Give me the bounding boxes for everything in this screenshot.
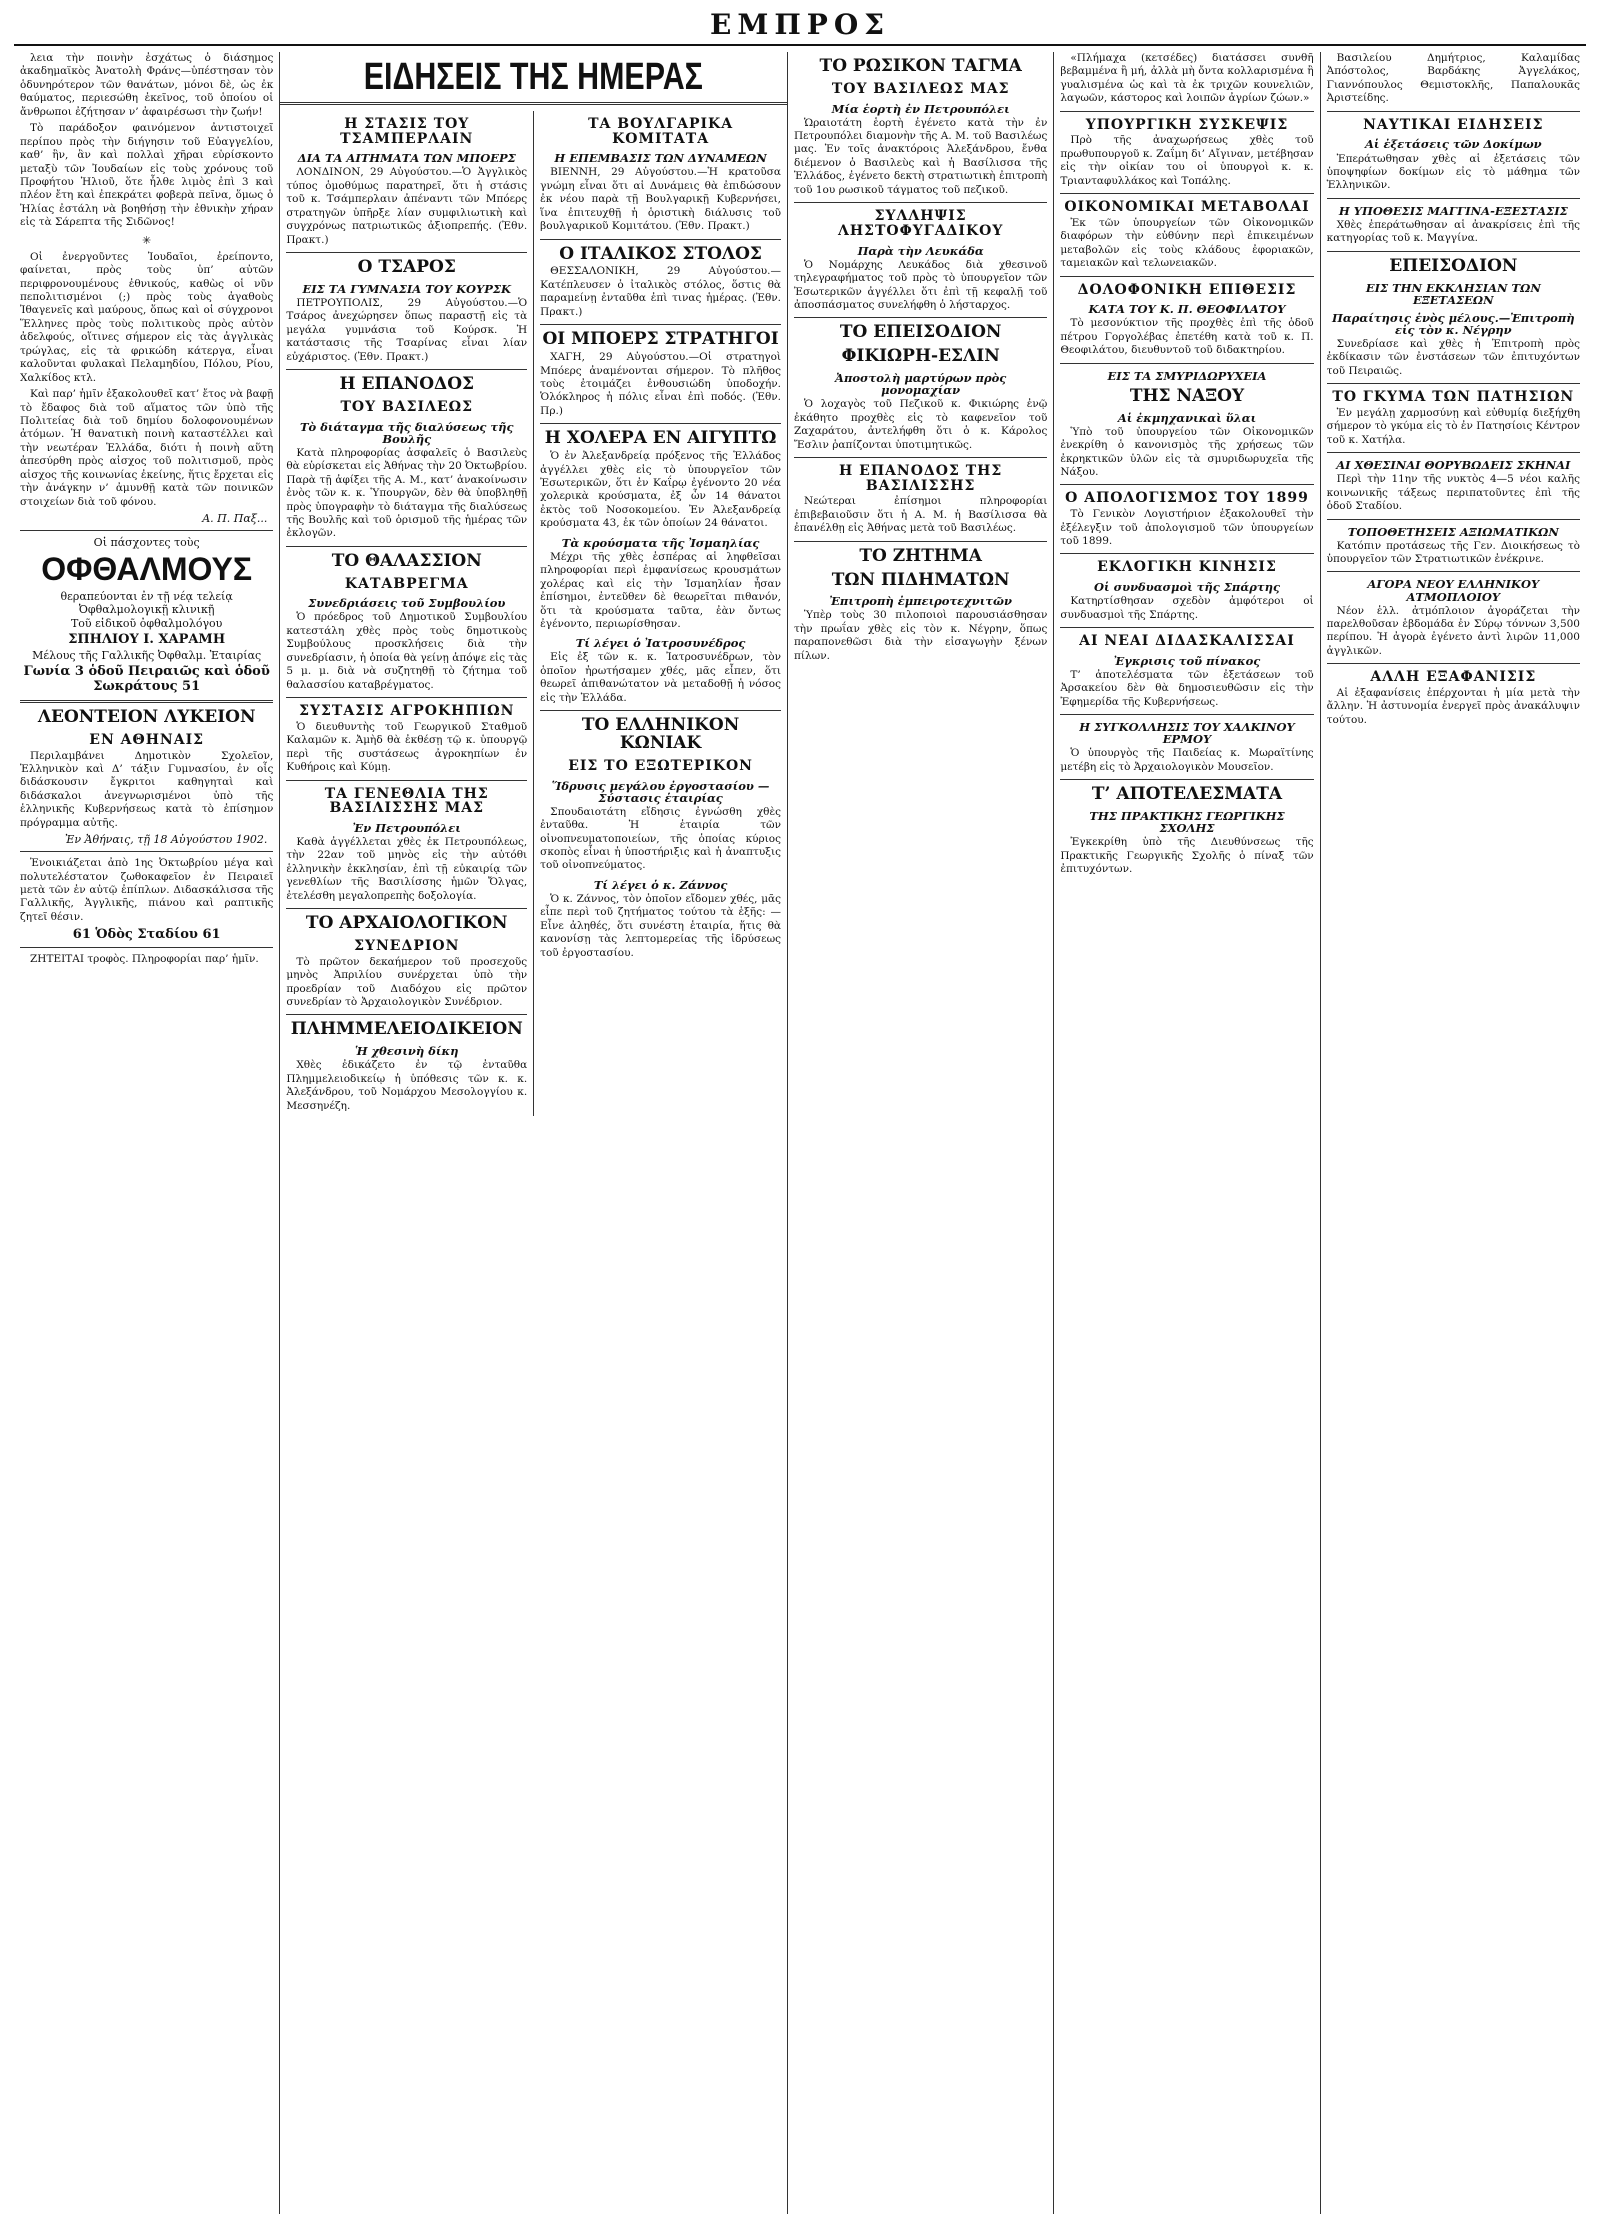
- ad-line: Μέλους τῆς Γαλλικῆς Ὀφθαλμ. Ἑταιρίας: [32, 649, 262, 662]
- ad-line: Τοῦ εἰδικοῦ ὀφθαλμολόγου: [70, 617, 223, 630]
- article-text: Τὸ μεσονύκτιον τῆς προχθὲς ἐπὶ τῆς ὁδοῦ πέτρου Γοργολέβας ἐπετέθη κατὰ τοῦ κ. Π. Θεοφιλάτου, διευθυντοῦ τοῦ διδακτηρίου.: [1060, 317, 1314, 357]
- divider: [1327, 251, 1580, 252]
- subheadline: Παραίτησις ἑνὸς μέλους.—Ἐπιτροπὴ εἰς τὸν κ. Νέγρην: [1332, 310, 1575, 337]
- subheadline: Η ΣΥΓΚΟΛΛΗΣΙΣ ΤΟΥ ΧΑΛΚΙΝΟΥ ΕΡΜΟΥ: [1079, 720, 1295, 747]
- article-text: Περιλαμβάνει Δημοτικὸν Σχολεῖον, Ἑλληνικὸν καὶ Δ’ τάξιν Γυμνασίου, ἐν οἷς διδάσκουσιν ἔγκριτοι καθηγηταὶ καὶ διδάσκαλοι ἀνεγνωρισμένοι ὑπὸ τῆς ἑλληνικῆς Κυβερνήσεως κατὰ τὸ ἐπίσημον πρόγραμμα αὐτῆς.: [20, 749, 274, 829]
- divider: [286, 252, 527, 253]
- divider: [286, 369, 527, 370]
- divider: [1327, 519, 1580, 520]
- column-4: [788, 52, 1054, 2214]
- subheadline: Η ΕΠΕΜΒΑΣΙΣ ΤΩΝ ΔΥΝΑΜΕΩΝ: [554, 151, 767, 166]
- divider: [1327, 111, 1580, 112]
- ad-line: θεραπεύονται ἐν τῇ νέᾳ τελείᾳ Ὀφθαλμολογικῇ κλινικῇ: [60, 590, 233, 616]
- divider: [540, 239, 781, 240]
- headline: Ο ΑΠΟΛΟΓΙΣΜΟΣ ΤΟΥ 1899: [1065, 490, 1309, 507]
- ad-heading: Οἱ πάσχοντες τοὺς: [93, 536, 200, 549]
- headline: ΤΟΥ ΒΑΣΙΛΕΩΣ: [340, 399, 474, 415]
- divider: [20, 530, 273, 531]
- subheadline: Ἀποστολὴ μαρτύρων πρὸς μονομαχίαν: [835, 371, 1007, 398]
- signature: Α. Π. Παξ...: [202, 512, 268, 525]
- article-text: Εἰς ἐξ τῶν κ. κ. Ἰατροσυνέδρων, τὸν ὁποῖον ἠρωτήσαμεν χθές, μᾶς εἶπεν, ὅτι θεωρεῖ ἀπιθανώτατον νὰ μεταδοθῇ ἡ νόσος εἰς τὴν Ἑλλάδα.: [540, 651, 782, 704]
- divider: [1327, 383, 1580, 384]
- headline: ΟΙΚΟΝΟΜΙΚΑΙ ΜΕΤΑΒΟΛΑΙ: [1064, 199, 1310, 216]
- divider: [286, 546, 527, 547]
- article-text: Ὁ ὑπουργὸς τῆς Παιδείας κ. Μωραϊτίνης μετέβη εἰς τὸ Ἀρχαιολογικὸν Μουσεῖον.: [1060, 747, 1314, 773]
- subheadline: Ἵδρυσις μεγάλου ἐργοστασίου —Σύστασις ἑταιρίας: [551, 778, 770, 805]
- headline: ΣΥΛΛΗΨΙΣ ΛΗΣΤΟΦΥΓΑΔΙΚΟΥ: [837, 208, 1004, 239]
- headline: Η ΣΤΑΣΙΣ ΤΟΥ ΤΣΑΜΠΕΡΛΑΙΝ: [340, 116, 474, 147]
- headline: ΤΟ ΑΡΧΑΙΟΛΟΓΙΚΟΝ: [305, 913, 508, 934]
- divider: [20, 947, 273, 948]
- subheadline: Συνεδριάσεις τοῦ Συμβουλίου: [308, 596, 506, 611]
- divider-asterisk: ✳: [142, 233, 152, 247]
- columns: [14, 52, 1586, 2214]
- article-text: ΧΑΓΗ, 29 Αὐγούστου.—Οἱ στρατηγοὶ Μπόερς ἀναμένονται σήμερον. Τὸ πλῆθος τοὺς ἐτοιμάζει ἐνθουσιώδη ὑποδοχήν. Ὁλόκληρος ἡ πόλις εἶναι ἐπὶ ποδός. (Ἐθν. Πρ.): [540, 351, 782, 417]
- headline: ΤΩΝ ΠΙΔΗΜΑΤΩΝ: [831, 569, 1010, 590]
- headline: ΕΙΣ ΤΟ ΕΞΩΤΕΡΙΚΟΝ: [568, 757, 753, 774]
- column-2-3-body: [280, 111, 787, 1116]
- subheadline: Παρὰ τὴν Λευκάδα: [857, 243, 984, 258]
- article-text: ΠΕΤΡΟΥΠΟΛΙΣ, 29 Αὐγούστου.—Ὁ Τσάρος ἀνεχώρησεν ὅπως παραστῇ εἰς τὰ μεγάλα γυμνάσια τοῦ Κούρσκ. Ἡ κατάστασις τῆς Τσαρίνας εἶναι λίαν εὐχάριστος. (Ἐθν. Πρακτ.): [286, 296, 528, 363]
- divider: [794, 541, 1047, 542]
- headline: ΠΛΗΜΜΕΛΕΙΟΔΙΚΕΙΟΝ: [290, 1019, 523, 1040]
- article-text: Ὁ κ. Ζάννος, τὸν ὁποῖον εἴδομεν χθές, μᾶς εἶπε περὶ τοῦ ζητήματος τούτου τὰ ἑξῆς: —Εἶνε ἀληθές, ὅτι συνέστη ἑταιρία, ἥτις θὰ κανονίσῃ τὰς λεπτομερείας τῆς ἱδρύσεως τοῦ ἐργοστασίου.: [540, 892, 782, 959]
- article-text: Νέον ἑλλ. ἀτμόπλοιον ἀγοράζεται τὴν παρελθοῦσαν ἑβδομάδα ἐν Σύρῳ τόννων 3,500 περίπου. Ἡ ἀγορὰ ἐγένετο ἀντὶ λιρῶν 11,000 ἀγγλικῶν.: [1326, 604, 1580, 657]
- headline: ΤΟ ΘΑΛΑΣΣΙΟΝ: [331, 550, 482, 571]
- article-text: Χθὲς ἐδικάζετο ἐν τῷ ἐνταῦθα Πλημμελειοδικείῳ ἡ ὑπόθεσις τῶν κ. κ. Ἀλεξάνδρου, τοῦ Νομάρχου Μεσολογγίου κ. Μεσσηνέζη.: [286, 1059, 528, 1112]
- subheadline: Η ΥΠΟΘΕΣΙΣ ΜΑΓΓΙΝΑ-ΕΞΕΣΤΑΣΙΣ: [1338, 203, 1568, 218]
- article-text: Ὑπὲρ τοὺς 30 πιλοποιοὶ παρουσιάσθησαν τὴν πρωΐαν χθὲς εἰς τὸν κ. Νέγρην, ὅπως παραπονεθῶσι διὰ τὴν εἰσαγωγὴν ξένων πίλων.: [794, 609, 1048, 662]
- article-text: Κατόπιν προτάσεως τῆς Γεν. Διοικήσεως τὸ ὑπουργεῖον τῶν Στρατιωτικῶν ἐνέκρινε.: [1326, 539, 1580, 566]
- article-text: Τὸ Γενικὸν Λογιστήριον ἐξακολουθεῖ τὴν ἐξέλεγξιν τοῦ ἀπολογισμοῦ τῶν ὑπουργείων τοῦ 1899.: [1060, 508, 1314, 547]
- subheadline: ΤΗΣ ΠΡΑΚΤΙΚΗΣ ΓΕΩΡΓΙΚΗΣ ΣΧΟΛΗΣ: [1089, 808, 1285, 835]
- divider: [20, 700, 273, 703]
- article-text: Περὶ τὴν 11ην τῆς νυκτὸς 4—5 νέοι καλῆς κοινωνικῆς τάξεως περιπατοῦντες ἐπὶ τῆς ὁδοῦ Σταδίου.: [1326, 473, 1580, 513]
- subheadline: ΑΓΟΡΑ ΝΕΟΥ ΕΛΛΗΝΙΚΟΥ ΑΤΜΟΠΛΟΙΟΥ: [1367, 577, 1540, 604]
- divider: [1327, 663, 1580, 664]
- divider: [286, 1014, 527, 1015]
- subheadline: Τὸ διάταγμα τῆς διαλύσεως τῆς Βουλῆς: [299, 419, 514, 446]
- article-text: Αἱ ἐξαφανίσεις ἐπέρχονται ἡ μία μετὰ τὴν ἄλλην. Ἡ ἀστυνομία ἐνεργεῖ πρὸς ἀνακάλυψιν τούτου.: [1326, 687, 1580, 726]
- article-text: Ὡραιοτάτη ἑορτὴ ἐγένετο κατὰ τὴν ἐν Πετρουπόλει διαμονὴν τῆς Α. Μ. τοῦ Βασιλέως μας. Ἐν τοῖς ἀνακτόροις Ἀλεξάνδρου, ἔνθα διέμενον ὁ Βασιλεὺς καὶ ἡ Βασίλισσα τῆς Ἑλλάδος, ἐγένετο δεκτὴ στρατιωτικὴ ἐπιτροπὴ τοῦ 1ου ρωσικοῦ τάγματος τοῦ πεζικοῦ.: [794, 116, 1048, 196]
- divider: [280, 102, 787, 105]
- article-text: Πρὸ τῆς ἀναχωρήσεως χθὲς τοῦ πρωθυπουργοῦ κ. Ζαΐμη δι’ Αἴγιναν, μετέβησαν εἰς τὴν οἰκίαν του οἱ ὑπουργοὶ κ. κ. Τριανταφυλλάκος καὶ Τοπάλης.: [1060, 134, 1314, 187]
- subheadline: ΕΙΣ ΤΑ ΣΜΥΡΙΔΩΡΥΧΕΙΑ: [1107, 368, 1267, 383]
- divider: [794, 202, 1047, 203]
- headline: ΕΠΕΙΣΟΔΙΟΝ: [1389, 255, 1518, 276]
- headline: Η ΧΟΛΕΡΑ ΕΝ ΑΙΓΥΠΤΩ: [544, 428, 777, 449]
- article-text: Ἐκ τῶν ὑπουργείων τῶν Οἰκονομικῶν διαφόρων τὴν εὐθύνην περὶ ἐπικειμένων μεταβολῶν εἰς τοὺς κλάδους ἐφοριακῶν, ταμειακῶν καὶ τελωνειακῶν.: [1060, 216, 1314, 270]
- subheadline: Οἱ συνδυασμοὶ τῆς Σπάρτης: [1094, 580, 1280, 595]
- subheadline: ΑΙ ΧΘΕΣΙΝΑΙ ΘΟΡΥΒΩΔΕΙΣ ΣΚΗΝΑΙ: [1336, 458, 1571, 473]
- article-text: «Πλήμαχα (κετσέδες) διατάσσει συνθῆ βεβαμμένα ἢ μή, ἀλλὰ μὴ ὄντα κολλαρισμένα ἢ γυαλισμένα ὡς καὶ τὰ ἐκ τριχῶν κουνελιῶν, λαγωῶν, κάστορος καὶ λοιπῶν ἀγρίων ζώων.»: [1060, 52, 1314, 105]
- subheadline: Αἱ ἐξετάσεις τῶν Δοκίμων: [1364, 137, 1542, 152]
- headline: ΣΥΣΤΑΣΙΣ ΑΓΡΟΚΗΠΙΩΝ: [299, 703, 515, 720]
- article-text: ΘΕΣΣΑΛΟΝΙΚΗ, 29 Αὐγούστου.—Κατέπλευσεν ὁ ἰταλικὸς στόλος, ὅστις θὰ παραμείνῃ ἐνταῦθα ἐπὶ τινας ἡμέρας. (Ἐθν. Πρακτ.): [540, 265, 782, 318]
- divider: [1060, 193, 1313, 194]
- headline: ΥΠΟΥΡΓΙΚΗ ΣΥΣΚΕΨΙΣ: [1085, 116, 1289, 133]
- subheadline: ΔΙΑ ΤΑ ΑΙΤΗΜΑΤΑ ΤΩΝ ΜΠΟΕΡΣ: [297, 151, 516, 166]
- article-text: Βασιλείου Δημήτριος, Καλαμίδας Ἀπόστολος, Βαρδάκης Ἀγγελάκος, Γιαννόπουλος Θεμιστοκλῆς, Παπαλουκᾶς Ἀριστείδης.: [1326, 52, 1580, 105]
- headline: ΑΙ ΝΕΑΙ ΔΙΔΑΣΚΑΛΙΣΣΑΙ: [1079, 633, 1295, 650]
- classifieds: Ἐνοικιάζεται ἀπὸ 1ης Ὀκτωβρίου μέγα καὶ πολυτελέστατον ζωθοκαφεῖον ἐν Πειραιεῖ μετὰ τῶν ἐν αὐτῷ ἐπίπλων. Διδασκάλισσα τῆς Γαλλικῆς, Ἀγγλικῆς, πιάνου καὶ ραπτικῆς ζητεῖ θέσιν.: [20, 857, 274, 923]
- headline: ΔΟΛΟΦΟΝΙΚΗ ΕΠΙΘΕΣΙΣ: [1077, 281, 1297, 298]
- ad-title: ΟΦΘΑΛΜΟΥΣ: [41, 551, 253, 587]
- article-text: Σπουδαιοτάτη εἴδησις ἐγνώσθη χθὲς ἐνταῦθα. Ἡ ἑταιρία τῶν οἰνοπνευματοποιείων, τῆς ὁποίας κύριος σκοπὸς εἶναι ἡ ὑποστήριξις καὶ ἡ ἀναπτυξις τοῦ οἰνοπνεύματος.: [540, 805, 782, 872]
- column-2-3: [280, 52, 788, 2214]
- subheadline: Ἐν Πετρουπόλει: [352, 820, 461, 835]
- banner-headline: ΕΙΔΗΣΕΙΣ ΤΗΣ ΗΜΕΡΑΣ: [364, 56, 704, 98]
- divider: [540, 423, 781, 424]
- headline: ΤΟ ΓΚΥΜΑ ΤΩΝ ΠΑΤΗΣΙΩΝ: [1332, 389, 1575, 406]
- article-text: Τὸ παράδοξον φαινόμενον ἀντιστοιχεῖ περίπου πρὸς τὴν διήγησιν τοῦ Εὐαγγελίου, καθ’ ἣν, ἂν καὶ πολλαὶ χῆραι εὑρίσκοντο μεταξὺ τῶν Ἰουδαίων εἰς τοὺς χρόνους τοῦ Προφήτου Ἠλιοῦ, ὅτε ἦλθε λιμὸς ἐπὶ 3 καὶ πλέον ἔτη καὶ ἐπεκράτει φοβερὰ πεῖνα, ὅμως ὁ Ἠλίας ἐστάλη νὰ βοηθήσῃ τὴν ἐθνικὴν χήραν εἰς τὰ Σάρεπτα τῆς Σιδῶνος!: [20, 122, 274, 229]
- article-text: Ἐπεράτωθησαν χθὲς αἱ ἐξετάσεις τῶν ὑποψηφίων δοκίμων εἰς τὸ μάθημα τῶν Ἑλληνικῶν.: [1326, 152, 1580, 192]
- article-text: λεια τὴν ποινὴν ἐσχάτως ὁ διάσημος ἀκαδημαϊκὸς Ἀνατολὴ Φράνς—ὑπέστησαν τὸν ὁδυνηρότερον τῶν θανάτων, μόνοι δὲ, ὡς ἐκ θαύματος, περιεσώθη ἐκεῖνος, τοῦ ὁποίου οἱ ἄνθρωποι ἐζήτησαν ν’ ἀφαιρέσωσι τὴν ζωήν!: [20, 52, 274, 118]
- ad-name: ΣΠΗΛΙΟΥ Ι. ΧΑΡΑΜΗ: [68, 632, 226, 647]
- subheadline: Τί λέγει ὁ Ἰατροσυνέδρος: [575, 636, 746, 651]
- divider: [286, 908, 527, 909]
- headline: Η ΕΠΑΝΟΔΟΣ: [339, 374, 475, 395]
- column-6: [1321, 52, 1586, 2214]
- article-text: ΛΟΝΔΙΝΟΝ, 29 Αὐγούστου.—Ὁ Ἀγγλικὸς τύπος ὁμοθύμως παρατηρεῖ, ὅτι ἡ στάσις τοῦ κ. Τσάμπερλαιν ἀπέναντι τῶν Μπόερς στρατηγῶν ὑπῆρξε λίαν συμφιλιωτικὴ καὶ συγχρόνως πατριωτικῶς ἀξιοπρεπής. (Ἐθν. Πρακτ.): [286, 166, 528, 246]
- article-text: ΒΙΕΝΝΗ, 29 Αὐγούστου.—Ἡ κρατοῦσα γνώμη εἶναι ὅτι αἱ Δυνάμεις θὰ ἐπιδώσουν ἐκ νέου παρὰ τῇ Βουλγαρικῇ Κυβερνήσει, ἵνα ἐπιτευχθῇ ἡ ὁριστικὴ διάλυσις τοῦ βουλγαρικοῦ Κομιτάτου. (Ἐθν. Πρακτ.): [540, 166, 782, 233]
- subheadline: Τὰ κρούσματα τῆς Ἰσμαηλίας: [561, 535, 760, 550]
- article-text: Τὸ πρῶτον δεκαήμερον τοῦ προσεχοῦς μηνὸς Ἀπριλίου συνέρχεται ὑπὸ τὴν προεδρίαν τοῦ Διαδόχου εἰς πρῶτον συνεδρίαν τὸ Ἀρχαιολογικὸν Συνέδριον.: [286, 955, 528, 1008]
- divider: [1060, 627, 1313, 628]
- divider: [540, 710, 781, 711]
- subheadline: Τί λέγει ὁ κ. Ζάννος: [593, 877, 728, 892]
- article-text: Συνεδρίασε καὶ χθὲς ἡ Ἐπιτροπὴ πρὸς ἐκδίκασιν τῶν ἐνστάσεων τῶν ἐπιτυχόντων τοῦ Πειραιῶς.: [1326, 337, 1580, 377]
- subheadline: Μία ἑορτὴ ἐν Πετρουπόλει: [831, 101, 1010, 116]
- subheadline: Ἐπιτροπὴ ἐμπειροτεχνιτῶν: [829, 594, 1012, 609]
- divider: [1060, 714, 1313, 715]
- divider: [1327, 452, 1580, 453]
- headline: Η ΕΠΑΝΟΔΟΣ ΤΗΣ ΒΑΣΙΛΙΣΣΗΣ: [839, 462, 1003, 494]
- divider: [1060, 111, 1313, 112]
- subheadline: ΕΙΣ ΤΗΝ ΕΚΚΛΗΣΙΑΝ ΤΩΝ ΕΞΕΤΑΣΕΩΝ: [1365, 280, 1541, 307]
- article-text: Ἐγκεκρίθη ὑπὸ τῆς Διευθύνσεως τῆς Πρακτικῆς Γεωργικῆς Σχολῆς ὁ πίναξ τῶν ἐπιτυχόντων.: [1060, 836, 1314, 875]
- column-5: [1054, 52, 1320, 2214]
- article-text: Κατὰ πληροφορίας ἀσφαλεῖς ὁ Βασιλεὺς θὰ εὑρίσκεται εἰς Ἀθήνας τὴν 20 Ὀκτωβρίου. Παρὰ τῇ ἀφίξει τῆς Α. Μ., κατ’ ἀνακοίνωσιν ἐνὸς τῶν κ. κ. Ὑπουργῶν, δὲν θὰ ὑποβληθῇ πρὸς ὑπογραφὴν τὸ διάταγμα τῆς διαλύσεως τῆς Βουλῆς καὶ τοῦ ὁρισμοῦ τῆς ἡμέρας τῶν ἐκλογῶν.: [286, 446, 528, 540]
- ad-address: Γωνία 3 ὁδοῦ Πειραιῶς καὶ ὁδοῦ Σωκράτους 51: [23, 664, 270, 694]
- headline: ΤΟ ΕΛΛΗΝΙΚΟΝ ΚΩΝΙΑΚ: [581, 715, 740, 754]
- headline: ΑΛΛΗ ΕΞΑΦΑΝΙΣΙΣ: [1370, 669, 1537, 686]
- headline: ΤΟ ΕΠΕΙΣΟΔΙΟΝ: [839, 322, 1002, 343]
- headline: Ο ΤΣΑΡΟΣ: [357, 257, 456, 278]
- article-text: Μέχρι τῆς χθὲς ἑσπέρας αἱ ληφθεῖσαι πληροφορίαι περὶ ἐμφανίσεως κρουσμάτων χολέρας καὶ εἰς τὴν Ἰσμαηλίαν ἦσαν ἐπίσημοι, ἐντεῦθεν δὲ θεωρεῖται πιθανόν, ὅτι τὰ κρούσματα ταῦτα, ἐὰν ὄντως ἐγένοντο, περιωρίσθησαν.: [540, 550, 782, 630]
- article-text: Καὶ παρ’ ἡμῖν ἐξακολουθεῖ κατ’ ἔτος νὰ βαφῇ τὸ ἔδαφος διὰ τοῦ αἵματος τῶν ὑπὸ τῆς Πολιτείας διὰ τοῦ δημίου δολοφονουμένων ἀτόμων. Ἡ θανατικὴ ποινὴ καταστέλλει καὶ τὴν νεωτέραν Ἑλλάδα, διότι ἡ ποινὴ αὕτη ἀπεσύρθη πρὸς αἰσχος τοῦ πολιτισμοῦ, πρὸς αἰσχος τῆς κοινωνίας ἐκείνης, ἥτις ἔρχεται εἰς τὴν ἀνάγκην ν’ ἀμυνθῇ κατὰ τῶν ποινικῶν στοιχείων διὰ τοῦ φόνου.: [20, 388, 274, 508]
- divider: [286, 780, 527, 781]
- headline: ΚΑΤΑΒΡΕΓΜΑ: [344, 575, 469, 592]
- headline: ΤΑ ΒΟΥΛΓΑΡΙΚΑ ΚΟΜΙΤΑΤΑ: [588, 116, 734, 147]
- column-1: [14, 52, 280, 2214]
- article-text: Νεώτεραι ἐπίσημοι πληροφορίαι ἐπιβεβαιοῦσιν ὅτι ἡ Α. Μ. ἡ Βασίλισσα θὰ ἐπανέλθῃ εἰς Ἀθήνας μετὰ τοῦ Βασιλέως.: [794, 495, 1048, 535]
- headline: ΕΚΛΟΓΙΚΗ ΚΙΝΗΣΙΣ: [1097, 559, 1277, 576]
- article-text: Ἐν μεγάλῃ χαρμοσύνῃ καὶ εὐθυμίᾳ διεξήχθη σήμερον τὸ γκύμα εἰς τὸ ἐν Πατησίοις Κέντρον τοῦ κ. Χατήλα.: [1326, 406, 1580, 446]
- headline: ΝΑΥΤΙΚΑΙ ΕΙΔΗΣΕΙΣ: [1363, 116, 1544, 133]
- article-text: Ὁ ἐν Ἀλεξανδρείᾳ πρόξενος τῆς Ἑλλάδος ἀγγέλλει χθὲς εἰς τὸ ὑπουργεῖον τῶν Ἐσωτερικῶν, ὅτι ἐν Καΐρῳ ἐγένοντο 20 νέα χολερικὰ κρούσματα, ἐξ ὧν 14 θάνατοι ἐκτὸς τοῦ Νοσοκομείου. Ἐν Ἀλεξανδρείᾳ κρούσματα 43, ἐκ τῶν ὁποίων 24 θάνατοι.: [540, 450, 782, 530]
- article-text: Τ’ ἀποτελέσματα τῶν ἐξετάσεων τοῦ Ἀρσακείου δὲν θὰ δημοσιευθῶσιν εἰς τὴν Ἐφημερίδα τῆς Κυβερνήσεως.: [1060, 668, 1314, 708]
- divider: [1060, 363, 1313, 364]
- classified-wanted: ΖΗΤΕΙΤΑΙ τροφὸς. Πληροφορίαι παρ’ ἡμῖν.: [30, 953, 259, 966]
- article-text: Ὁ διευθυντὴς τοῦ Γεωργικοῦ Σταθμοῦ Καλαμῶν κ. Ἀμὴδ θὰ ἐκθέσῃ τῷ κ. ὑπουργῷ περὶ τῆς συστάσεως ἀγροκηπίων ἐν Κυθήροις καὶ Κύμῃ.: [286, 720, 528, 774]
- subheadline: ΚΑΤΑ ΤΟΥ Κ. Π. ΘΕΟΦΙΛΑΤΟΥ: [1088, 302, 1286, 317]
- subheadline: Ἡ χθεσινὴ δίκη: [355, 1044, 459, 1059]
- article-text: Ὁ Νομάρχης Λευκάδος διὰ χθεσινοῦ τηλεγραφήματος τοῦ πρὸς τὸ ὑπουργεῖον τῶν Ἐσωτερικῶν ἀγγέλλει ὅτι ἐπὶ τῇ κεφαλῇ τοῦ ἀποσπάσματος συνελήφθη ὁ λήσταρχος.: [794, 258, 1048, 311]
- headline: ΤΑ ΓΕΝΕΘΛΙΑ ΤΗΣ ΒΑΣΙΛΙΣΣΗΣ ΜΑΣ: [324, 785, 489, 817]
- divider: [794, 457, 1047, 458]
- headline: ΕΝ ΑΘΗΝΑΙΣ: [89, 731, 205, 748]
- article-text: Χθὲς ἐπεράτωθησαν αἱ ἀνακρίσεις ἐπὶ τῆς κατηγορίας τοῦ κ. Μαγγίνα.: [1326, 218, 1580, 245]
- headline: ΤΟ ΡΩΣΙΚΟΝ ΤΑΓΜΑ: [819, 56, 1022, 76]
- divider: [1327, 198, 1580, 199]
- headline: ΟΙ ΜΠΟΕΡΣ ΣΤΡΑΤΗΓΟΙ: [542, 329, 779, 350]
- subheadline: ΤΟΠΟΘΕΤΗΣΕΙΣ ΑΞΙΩΜΑΤΙΚΩΝ: [1347, 524, 1559, 539]
- column-3: [534, 111, 787, 1116]
- article-text: Ὁ λοχαγὸς τοῦ Πεζικοῦ κ. Φικιώρης ἐνῷ ἐκάθητο προχθὲς εἰς τὸ καφενεῖον τοῦ Ζαχαράτου, ἀντελήφθη ὅτι ὁ κ. Κάρολος Ἔσλιν ῥαπίζονται ὑποτιμητικῶς.: [794, 398, 1048, 451]
- headline: ΤΟ ΖΗΤΗΜΑ: [859, 545, 982, 566]
- headline: ΣΥΝΕΔΡΙΟΝ: [354, 938, 460, 954]
- headline: Τ’ ΑΠΟΤΕΛΕΣΜΑΤΑ: [1091, 784, 1283, 805]
- divider: [286, 697, 527, 698]
- headline: ΦΙΚΙΩΡΗ-ΕΣΛΙΝ: [841, 346, 1000, 367]
- divider: [540, 324, 781, 325]
- subheadline: ΕΙΣ ΤΑ ΓΥΜΝΑΣΙΑ ΤΟΥ ΚΟΥΡΣΚ: [302, 281, 512, 296]
- divider: [1060, 484, 1313, 485]
- top-rule: [14, 44, 1586, 46]
- subheadline: Αἱ ἐκμηχανικαὶ ὕλαι: [1117, 410, 1257, 425]
- article-text: Ὑπὸ τοῦ ὑπουργείου τῶν Οἰκονομικῶν ἐνεκρίθη ὁ κανονισμὸς τῆς χρήσεως τῶν ἐκρηκτικῶν ὑλῶν εἰς τὰ σμυριδωρυχεῖα τῆς Νάξου.: [1060, 425, 1314, 478]
- headline: Ο ΙΤΑΛΙΚΟΣ ΣΤΟΛΟΣ: [559, 243, 762, 264]
- column-2: [280, 111, 534, 1116]
- divider: [1060, 276, 1313, 277]
- headline: ΛΕΟΝΤΕΙΟΝ ΛΥΚΕΙΟΝ: [37, 707, 256, 727]
- dateline: Ἐν Ἀθήναις, τῇ 18 Αὐγούστου 1902.: [64, 833, 268, 847]
- article-text: Καθὰ ἀγγέλλεται χθὲς ἐκ Πετρουπόλεως, τὴν 22αν τοῦ μηνὸς εἰς τὴν αὐτόθι ἑλληνικὴν ἐκκλησίαν, ἐπὶ τῇ εὐκαιρίᾳ τῶν γενεθλίων τῆς Βασιλίσσης ἡμῶν Ὄλγας, ἐτελέσθη μεγαλοπρεπὴς δοξολογία.: [286, 835, 528, 902]
- masthead: ΕΜΠΡΟΣ: [709, 8, 891, 41]
- article-text: Ὁ πρόεδρος τοῦ Δημοτικοῦ Συμβουλίου κατεστάλη χθὲς πρὸς τοὺς δημοτικοὺς Συμβούλους προσκλήσεις διὰ τὴν συνεδρίασιν, ἡ ὁποία θὰ γείνῃ ἀπόψε εἰς τὰς 5 μ. μ. διὰ νὰ συζητηθῇ τὸ ζήτημα τοῦ θαλασσίου καταβρέγματος.: [286, 611, 528, 691]
- divider: [1327, 571, 1580, 572]
- divider: [1060, 553, 1313, 554]
- headline: ΤΟΥ ΒΑΣΙΛΕΩΣ ΜΑΣ: [831, 80, 1010, 97]
- divider: [794, 317, 1047, 318]
- divider: [1060, 779, 1313, 780]
- divider: [20, 851, 273, 852]
- headline: ΤΗΣ ΝΑΞΟΥ: [1129, 385, 1245, 406]
- article-text: Κατηρτίσθησαν σχεδὸν ἀμφότεροι οἱ συνδυασμοὶ τῆς Σπάρτης.: [1060, 595, 1314, 621]
- subheadline: Ἐγκρισις τοῦ πίνακος: [1113, 653, 1261, 668]
- street-address: 61 Ὁδὸς Σταδίου 61: [72, 927, 221, 943]
- article-text: Οἱ ἐνεργοῦντες Ἰουδαῖοι, ἐρείποντο, φαίνεται, πρὸς τοὺς ὑπ’ αὐτῶν περιφρονουμένους ἐθνικούς, καθὼς οἱ νῦν πεπολιτισμένοι (;) πρὸς τοὺς ἀγαθοὺς Ἰθαγενεῖς καὶ μαύρους, ὅπως καὶ οἱ σύγχρονοι Ἕλληνες πρὸς τοὺς πολιτικοὺς πρὸς αὐτὸν ἀδελφούς, οἵτινες σήμερον εἰς τὰς ἀγγλικὰς τρώγλας, εἰς τὰ φρικώδη κάτεργα, εἶναι καλοῦνται φυλακαὶ Πελαμηδίου, Πόλου, Ρίου, Χαλκίδος κτλ.: [20, 250, 274, 384]
